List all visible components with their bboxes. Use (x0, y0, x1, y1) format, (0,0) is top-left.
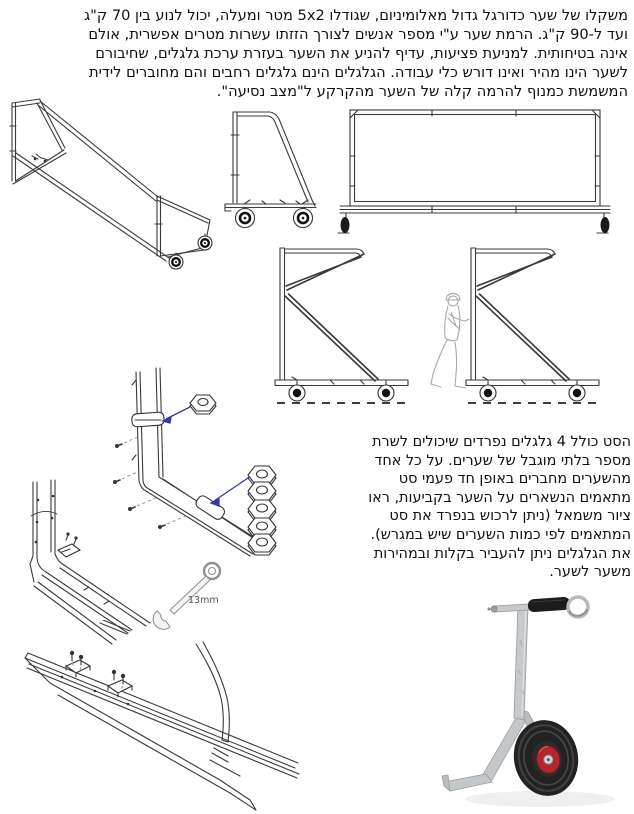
goal-side-view-person-illustration (463, 244, 605, 406)
set-info-line: המתאמים לפי כמות השערים שיש במגרש). (370, 526, 631, 543)
iso-goal-wheels-illustration (2, 96, 230, 292)
intro-line: אינה בטיחותית. למניעת פציעות, עדיף להניע את השער בעזרת ערכת גלגלים, שחיבורם (95, 45, 628, 63)
intro-line: ועד ל-90 ק"ג. הרמת שער ע"י מספר אנשים לצורך הזזתו עשרות מטרים אפשרית, אולם (88, 26, 628, 44)
set-info-line: מתאמים הנשארים על השער בקביעות, ראו (368, 489, 631, 506)
set-info-line: מהשערים מחברים באופן חד פעמי סט (398, 471, 631, 488)
wheel-trolley-illustration (432, 580, 632, 814)
wrench-size-label: 13mm (188, 595, 219, 606)
set-info-line: את הגלגלים ניתן להעביר בקלות ובמהירות (373, 545, 631, 562)
goal-front-view-illustration (336, 104, 634, 236)
intro-line: משקלו של שער כדורגל גדול מאלומיניום, שגודלו 5x2 מטר ומעלה, יכול לנוע בין 70 ק"ג (84, 7, 628, 24)
intro-line: המשמשת כמנוף להרמה קלה של השער מהקרקע ל"מצב נסיעה". (216, 83, 628, 101)
side-tilted-goal-illustration (224, 103, 348, 233)
set-info-paragraph (299, 433, 631, 582)
set-info-line: משער לשער. (549, 564, 631, 581)
intro-line: לשער הינו מהיר ואינו דורש כלי עבודה. הגלגלים הינם גלגלים רחבים והם מחוברים לידית (89, 64, 628, 82)
set-info-line: ציור משמאל (ניתן לרכוש בנפרד את סט (389, 508, 631, 525)
set-info-line: מספר בלתי מוגבל של שערים. על כל אחד (374, 452, 631, 469)
set-info-line: הסט כולל 4 גלגלים נפרדים שיכולים לשרת (372, 434, 631, 450)
goal-side-view-illustration (272, 244, 414, 406)
ground-rail-illustration (0, 620, 300, 814)
intro-paragraph (6, 6, 628, 101)
